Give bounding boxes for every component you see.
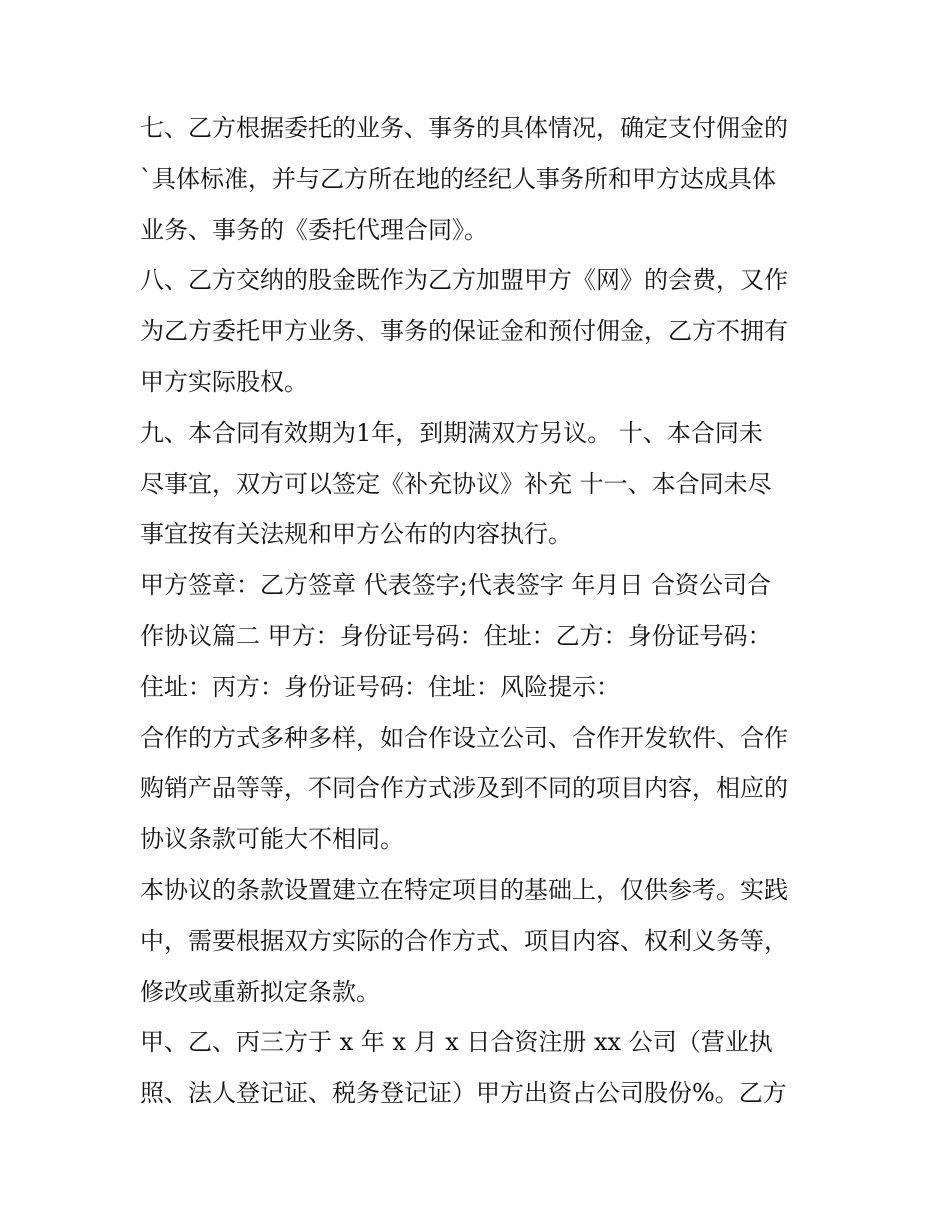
text-line: 购销产品等等，不同合作方式涉及到不同的项目内容，相应的 <box>140 774 788 803</box>
text-line: 事宜按有关法规和甲方公布的内容执行。 <box>140 520 572 549</box>
text-line: 协议条款可能大不相同。 <box>140 825 404 854</box>
document-body <box>140 103 820 1119</box>
text-line: 八、乙方交纳的股金既作为乙方加盟甲方《网》的会费，又作 <box>140 266 788 295</box>
text-line: 本协议的条款设置建立在特定项目的基础上，仅供参考。实践 <box>140 875 788 904</box>
text-line: 住址：丙方：身份证号码：住址：风险提示： <box>140 672 620 701</box>
text-line: 修改或重新拟定条款。 <box>140 977 380 1006</box>
text-line: 照、法人登记证、税务登记证）甲方出资占公司股份%。乙方 <box>140 1079 787 1108</box>
text-line: 尽事宜，双方可以签定《补充协议》补充 十一、本合同未尽 <box>140 469 772 498</box>
text-line: 九、本合同有效期为1年，到期满双方另议。 十、本合同未 <box>140 418 763 447</box>
text-line: `具体标准，并与乙方所在地的经纪人事务所和甲方达成具体 <box>140 164 776 193</box>
text-line: 七、乙方根据委托的业务、事务的具体情况，确定支付佣金的 <box>140 114 788 142</box>
text-line: 中，需要根据双方实际的合作方式、项目内容、权利义务等， <box>140 926 788 955</box>
text-line: 业务、事务的《委托代理合同》。 <box>140 215 488 244</box>
text-line: 作协议篇二 甲方：身份证号码：住址：乙方：身份证号码： <box>140 621 772 650</box>
text-line: 甲、乙、丙三方于 x 年 x 月 x 日合资注册 xx 公司（营业执 <box>140 1028 773 1057</box>
text-line: 为乙方委托甲方业务、事务的保证金和预付佣金，乙方不拥有 <box>140 317 788 346</box>
text-line: 甲方签章：乙方签章 代表签字;代表签字 年月日 合资公司合 <box>140 571 771 600</box>
text-line: 合作的方式多种多样，如合作设立公司、合作开发软件、合作 <box>140 723 788 752</box>
text-line: 甲方实际股权。 <box>140 367 308 396</box>
